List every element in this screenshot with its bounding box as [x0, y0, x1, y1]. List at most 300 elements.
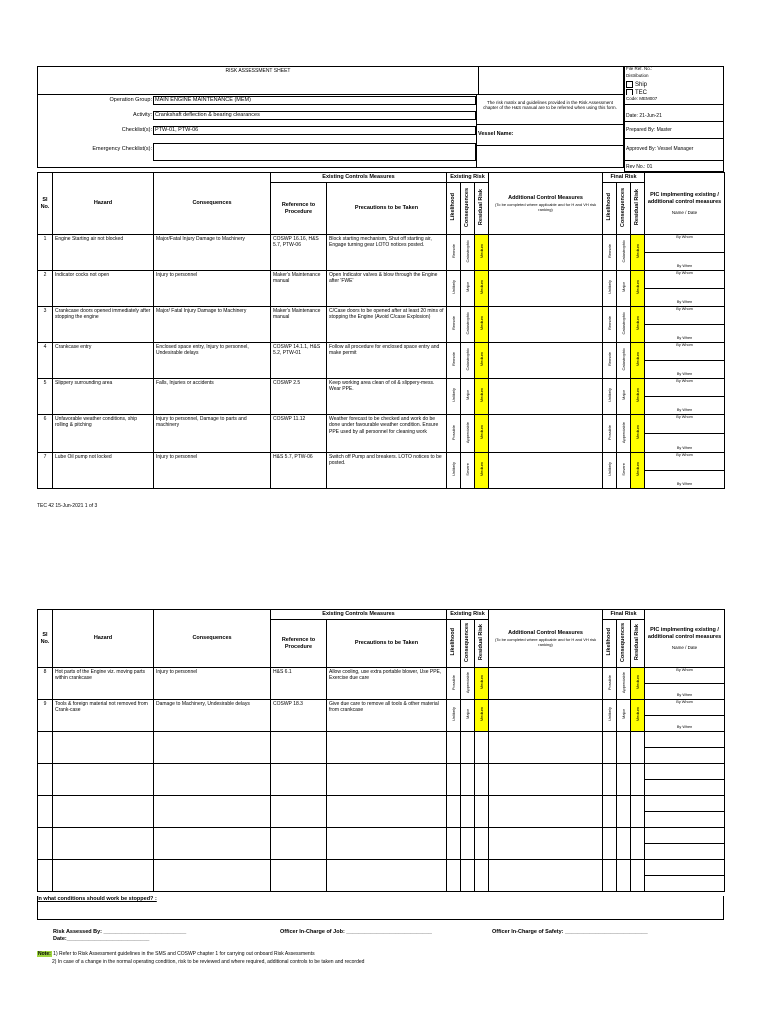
likelihood-cell[interactable]: [447, 307, 461, 343]
additional-title: Additional Control Measures: [508, 630, 583, 637]
empty-cell[interactable]: [271, 796, 327, 828]
precautions-cell[interactable]: Allow cooling, use extra portable blower, Use PPE, Exercise due care: [327, 668, 447, 700]
final-residual-cell[interactable]: [631, 415, 645, 453]
additional-controls-cell[interactable]: [489, 415, 603, 453]
final-consequence-cell[interactable]: [617, 307, 631, 343]
consequences-cell[interactable]: Injury to personnel: [154, 271, 271, 307]
final-likelihood-cell-text: Possible: [607, 674, 613, 690]
final-residual-cell-text: Medium: [635, 707, 641, 722]
vessel-divider-bottom: [476, 145, 624, 146]
precautions-cell[interactable]: Give due care to remove all tools & other material from crankcase: [327, 700, 447, 732]
final-residual-cell-text: Medium: [635, 675, 641, 690]
residual-risk-cell[interactable]: [475, 453, 489, 489]
pic-divider: [645, 433, 724, 434]
checklist-field[interactable]: PTW-01, PTW-06: [153, 126, 476, 135]
hazard-cell[interactable]: Hot parts of the Engine viz. moving parts within crankcase: [53, 668, 154, 700]
empty-cell[interactable]: [645, 796, 725, 828]
likelihood-cell-text: Remote: [451, 316, 456, 331]
final-likelihood-cell-text: Unlikely: [607, 462, 613, 477]
final-residual-cell-text: Medium: [635, 280, 641, 295]
by-when: By When: [676, 372, 693, 377]
checklist-label: Checklist(s):: [121, 127, 152, 133]
empty-cell[interactable]: [475, 796, 489, 828]
empty-cell[interactable]: [38, 732, 53, 764]
empty-cell[interactable]: [489, 828, 603, 860]
col-consequence: Consequences: [464, 187, 471, 227]
reference-cell[interactable]: COSWP 2.5: [271, 379, 327, 415]
final-residual-cell[interactable]: [631, 668, 645, 700]
precautions-cell[interactable]: C/Case doors to be opened after at least 20 mins of stopping the Engine (Avoid C/case Explosion): [327, 307, 447, 343]
emergency-checklist-field[interactable]: [153, 143, 476, 161]
empty-cell[interactable]: [461, 828, 475, 860]
final-consequence-cell-text: Appreciable: [621, 671, 627, 693]
pic-divider: [645, 715, 724, 716]
likelihood-cell[interactable]: [447, 235, 461, 271]
empty-cell[interactable]: [327, 764, 447, 796]
final-consequence-cell[interactable]: [617, 379, 631, 415]
additional-controls-cell[interactable]: [489, 668, 603, 700]
col-additional: [489, 610, 603, 668]
consequences-cell[interactable]: Injury to personnel: [154, 453, 271, 489]
ship-label: Ship: [635, 82, 648, 89]
final-residual-cell[interactable]: [631, 307, 645, 343]
empty-cell[interactable]: [447, 860, 461, 892]
empty-cell[interactable]: [154, 732, 271, 764]
likelihood-cell[interactable]: [447, 379, 461, 415]
empty-cell[interactable]: [447, 828, 461, 860]
prepared-by: Prepared By: Master: [626, 127, 672, 133]
pic-divider: [645, 811, 724, 812]
pic-wrap: [645, 764, 724, 794]
empty-cell[interactable]: [603, 860, 617, 892]
table-row: [38, 271, 725, 307]
officer-in-charge-job: Officer In-Charge of Job: ____________________________: [280, 929, 432, 935]
table-row: [38, 343, 725, 379]
final-likelihood-cell-text: Unlikely: [607, 707, 613, 722]
hazard-cell[interactable]: Tools & foreign material not removed from Crank-case: [53, 700, 154, 732]
hazard-cell[interactable]: Crankcase doors opened immediately after stopping the engine: [53, 307, 154, 343]
empty-cell[interactable]: [645, 732, 725, 764]
empty-cell[interactable]: [631, 860, 645, 892]
pic-cell[interactable]: [645, 700, 725, 732]
residual-risk-cell-text: Medium: [479, 280, 485, 295]
consequence-rating-cell[interactable]: [461, 379, 475, 415]
consequences-cell[interactable]: Enclosed space entry, Injury to personnel, Undesirable delays: [154, 343, 271, 379]
final-residual-cell[interactable]: [631, 271, 645, 307]
rows-1-body: [38, 235, 725, 489]
final-likelihood-cell[interactable]: [603, 307, 617, 343]
vessel-divider-top: [476, 124, 624, 125]
residual-risk-cell-text: Medium: [479, 388, 485, 403]
final-likelihood-cell[interactable]: [603, 343, 617, 379]
final-likelihood-cell[interactable]: [603, 379, 617, 415]
by-whom: By Whom: [676, 453, 693, 457]
hazard-cell[interactable]: Slippery surrounding area: [53, 379, 154, 415]
consequences-cell[interactable]: Major/Fatal Injury Damage to Machinery: [154, 235, 271, 271]
empty-cell[interactable]: [271, 828, 327, 860]
pic-divider: [645, 288, 724, 289]
residual-risk-cell[interactable]: [475, 668, 489, 700]
empty-cell[interactable]: [489, 732, 603, 764]
stop-conditions-field[interactable]: [37, 896, 724, 920]
likelihood-cell[interactable]: [447, 271, 461, 307]
final-residual-cell[interactable]: [631, 343, 645, 379]
empty-cell[interactable]: [475, 732, 489, 764]
pic-cell[interactable]: [645, 668, 725, 700]
consequence-rating-cell-text: Major: [465, 282, 470, 293]
sl-cell[interactable]: 1: [38, 235, 53, 271]
precautions-cell[interactable]: Keep working area clean of oil & slippery-mess. Wear PPE.: [327, 379, 447, 415]
tec-checkbox[interactable]: [626, 89, 633, 95]
consequence-rating-cell[interactable]: [461, 700, 475, 732]
final-likelihood-cell[interactable]: [603, 235, 617, 271]
empty-cell[interactable]: [475, 764, 489, 796]
by-when: By When: [676, 264, 693, 269]
pic-wrap: [645, 668, 724, 698]
empty-cell[interactable]: [617, 860, 631, 892]
by-whom: By Whom: [676, 307, 693, 311]
notes: [37, 951, 364, 966]
likelihood-cell[interactable]: [447, 343, 461, 379]
sl-cell[interactable]: 5: [38, 379, 53, 415]
empty-cell[interactable]: [53, 796, 154, 828]
final-residual-cell[interactable]: [631, 453, 645, 489]
col-consequences: Consequences: [154, 173, 271, 235]
residual-risk-cell[interactable]: [475, 379, 489, 415]
empty-cell[interactable]: [603, 796, 617, 828]
precautions-cell[interactable]: Open Indicator valves & blow through the Engine after 'FWE': [327, 271, 447, 307]
empty-cell[interactable]: [645, 860, 725, 892]
likelihood-cell-text: Unlikely: [451, 388, 456, 403]
empty-cell[interactable]: [489, 796, 603, 828]
sheet-title: RISK ASSESSMENT SHEET: [38, 67, 479, 95]
sl-cell[interactable]: 6: [38, 415, 53, 453]
final-consequence-cell-text: Major: [621, 282, 627, 293]
table-row-empty: [38, 796, 725, 828]
residual-risk-cell[interactable]: [475, 415, 489, 453]
residual-risk-cell-text: Medium: [479, 352, 485, 367]
hazard-cell[interactable]: Unfavorable weather conditions, ship rolling & pitching: [53, 415, 154, 453]
sl-cell[interactable]: 4: [38, 343, 53, 379]
empty-cell[interactable]: [38, 860, 53, 892]
final-likelihood-cell-text: Remote: [607, 244, 613, 259]
final-likelihood-cell[interactable]: [603, 453, 617, 489]
consequence-rating-cell[interactable]: [461, 271, 475, 307]
col-likelihood: Likelihood: [450, 193, 457, 221]
final-consequence-cell[interactable]: [617, 271, 631, 307]
empty-cell[interactable]: [447, 796, 461, 828]
pic-divider: [645, 747, 724, 748]
note-line-2-text: 2) In case of a change in the normal operating condition, risk to be reviewed and where required, additional controls to be taken and recorded: [52, 958, 365, 965]
empty-cell[interactable]: [154, 860, 271, 892]
empty-cell[interactable]: [461, 796, 475, 828]
hazard-cell[interactable]: Lube Oil pump not locked: [53, 453, 154, 489]
sl-cell[interactable]: 2: [38, 271, 53, 307]
by-whom: By Whom: [676, 415, 693, 419]
empty-cell[interactable]: [645, 764, 725, 796]
approved-by: Approved By: Vessel Manager: [626, 146, 694, 152]
reference-cell[interactable]: H&S 6.1: [271, 668, 327, 700]
empty-cell[interactable]: [489, 764, 603, 796]
empty-cell[interactable]: [327, 828, 447, 860]
rows-2-body: [38, 668, 725, 892]
consequences-cell[interactable]: Injury to personnel, Damage to parts and machinery: [154, 415, 271, 453]
final-consequence-cell[interactable]: [617, 415, 631, 453]
empty-cell[interactable]: [53, 732, 154, 764]
note-line-1: [37, 951, 364, 959]
consequence-rating-cell[interactable]: [461, 307, 475, 343]
col-precautions: Precautions to be Taken: [327, 183, 447, 235]
additional-controls-cell[interactable]: [489, 379, 603, 415]
empty-cell[interactable]: [271, 860, 327, 892]
ship-checkbox[interactable]: [626, 81, 633, 88]
sl-cell[interactable]: 3: [38, 307, 53, 343]
additional-title: Additional Control Measures: [508, 195, 583, 202]
empty-cell[interactable]: [489, 860, 603, 892]
residual-risk-cell[interactable]: [475, 307, 489, 343]
table-row: [38, 307, 725, 343]
date-divider: [624, 121, 724, 122]
empty-cell[interactable]: [631, 796, 645, 828]
additional-controls-cell[interactable]: [489, 271, 603, 307]
additional-controls-cell[interactable]: [489, 343, 603, 379]
approved-divider: [624, 160, 724, 161]
consequence-rating-cell[interactable]: [461, 235, 475, 271]
vessel-name-label: Vessel Name:: [478, 131, 514, 137]
empty-cell[interactable]: [38, 828, 53, 860]
precautions-cell[interactable]: Weather forecast to be checked and work do be done under favourable weather condition. Ensure PPE used by all personnel for cleaning work: [327, 415, 447, 453]
consequence-rating-cell[interactable]: [461, 453, 475, 489]
final-likelihood-cell-text: Remote: [607, 352, 613, 367]
residual-risk-cell[interactable]: [475, 271, 489, 307]
empty-cell[interactable]: [38, 796, 53, 828]
consequence-rating-cell[interactable]: [461, 415, 475, 453]
additional-controls-cell[interactable]: [489, 235, 603, 271]
consequences-cell[interactable]: Major/ Fatal Injury Damage to Machinery: [154, 307, 271, 343]
pic-divider: [645, 360, 724, 361]
empty-cell[interactable]: [53, 828, 154, 860]
empty-cell[interactable]: [461, 732, 475, 764]
col-reference: Reference to Procedure: [271, 183, 327, 235]
likelihood-cell[interactable]: [447, 453, 461, 489]
final-residual-cell[interactable]: [631, 700, 645, 732]
hazard-cell[interactable]: Crankcase entry: [53, 343, 154, 379]
residual-risk-cell[interactable]: [475, 343, 489, 379]
empty-cell[interactable]: [38, 764, 53, 796]
col-existing-controls: Existing Controls Measures: [271, 173, 447, 183]
table-row-empty: [38, 764, 725, 796]
pic-title: PIC implmenting existing / additional control measures: [647, 626, 722, 640]
final-likelihood-cell[interactable]: [603, 700, 617, 732]
table-row-empty: [38, 828, 725, 860]
consequence-rating-cell-text: Severe: [465, 463, 470, 476]
pic-cell[interactable]: [645, 415, 725, 453]
empty-cell[interactable]: [617, 828, 631, 860]
likelihood-cell-text: Unlikely: [451, 707, 456, 722]
operation-group-field[interactable]: MAIN ENGINE MAINTENANCE (MEM): [153, 96, 476, 105]
empty-cell[interactable]: [327, 796, 447, 828]
col-reference: Reference to Procedure: [271, 620, 327, 668]
precautions-cell[interactable]: Block starting mechanism, Shut off starting air, Engage turning gear LOTO notices posted.: [327, 235, 447, 271]
consequences-cell[interactable]: Falls, Injuries or accidents: [154, 379, 271, 415]
empty-cell[interactable]: [475, 860, 489, 892]
final-likelihood-cell-text: Remote: [607, 316, 613, 331]
residual-risk-cell[interactable]: [475, 700, 489, 732]
final-likelihood-cell[interactable]: [603, 668, 617, 700]
empty-cell[interactable]: [154, 796, 271, 828]
note-line-1-text: 1) Refer to Risk Assessment guidelines in the SMS and COSWP chapter 1 for carrying out onboard Risk Assessments: [53, 951, 315, 957]
by-when: By When: [676, 482, 693, 487]
final-consequence-cell-text: Catastrophic: [621, 312, 627, 335]
operation-group-label: Operation Group:: [109, 97, 152, 103]
pic-divider: [645, 396, 724, 397]
ship-checkbox-row[interactable]: [626, 81, 647, 88]
final-residual-cell-text: Medium: [635, 425, 641, 440]
final-consequence-cell[interactable]: [617, 668, 631, 700]
pic-cell[interactable]: [645, 343, 725, 379]
final-residual-cell[interactable]: [631, 235, 645, 271]
final-consequence-cell-text: Major: [621, 390, 627, 401]
final-likelihood-cell-text: Unlikely: [607, 388, 613, 403]
table-row: [38, 453, 725, 489]
likelihood-cell[interactable]: [447, 668, 461, 700]
empty-cell[interactable]: [631, 828, 645, 860]
consequence-rating-cell[interactable]: [461, 343, 475, 379]
reference-cell[interactable]: COSWP 11.12: [271, 415, 327, 453]
final-likelihood-cell[interactable]: [603, 415, 617, 453]
empty-cell[interactable]: [631, 732, 645, 764]
empty-cell[interactable]: [617, 796, 631, 828]
risk-table-1: [37, 172, 725, 489]
empty-cell[interactable]: [327, 732, 447, 764]
pic-wrap: [645, 307, 724, 341]
empty-cell[interactable]: [53, 860, 154, 892]
reference-cell[interactable]: COSWP 18.3: [271, 700, 327, 732]
consequence-rating-cell-text: Major: [465, 709, 470, 720]
final-consequence-cell-text: Catastrophic: [621, 240, 627, 263]
col-pic: [645, 610, 725, 668]
final-likelihood-cell[interactable]: [603, 271, 617, 307]
consequence-rating-cell[interactable]: [461, 668, 475, 700]
additional-controls-cell[interactable]: [489, 700, 603, 732]
empty-cell[interactable]: [617, 764, 631, 796]
empty-cell[interactable]: [327, 860, 447, 892]
sl-cell[interactable]: 7: [38, 453, 53, 489]
col-final-risk: Final Risk: [603, 173, 645, 183]
pic-wrap: [645, 828, 724, 858]
col-final-likelihood: Likelihood: [606, 193, 613, 221]
reference-cell[interactable]: H&S 5.7, PTW-06: [271, 453, 327, 489]
likelihood-cell-text: Possible: [451, 674, 456, 690]
by-when: By When: [676, 408, 693, 413]
pic-wrap: [645, 415, 724, 451]
sl-cell[interactable]: 8: [38, 668, 53, 700]
activity-field[interactable]: Crankshaft deflection & bearing clearances: [153, 111, 476, 120]
precautions-cell[interactable]: Follow all procedure for enclosed space entry and make permit: [327, 343, 447, 379]
final-consequence-cell[interactable]: [617, 700, 631, 732]
by-whom: By Whom: [676, 700, 693, 704]
reference-cell[interactable]: COSWP 16.16, H&S 5.7, PTW-06: [271, 235, 327, 271]
reference-cell[interactable]: COSWP 14.1.1, H&S 5.2, PTW-01: [271, 343, 327, 379]
pic-wrap: [645, 860, 724, 890]
empty-cell[interactable]: [461, 764, 475, 796]
likelihood-cell-text: Unlikely: [451, 280, 456, 295]
empty-cell[interactable]: [603, 764, 617, 796]
tec-checkbox-row[interactable]: [626, 89, 647, 95]
empty-cell[interactable]: [461, 860, 475, 892]
final-residual-cell-text: Medium: [635, 316, 641, 331]
additional-controls-cell[interactable]: [489, 453, 603, 489]
final-residual-cell[interactable]: [631, 379, 645, 415]
empty-cell[interactable]: [154, 764, 271, 796]
final-consequence-cell[interactable]: [617, 453, 631, 489]
additional-controls-cell[interactable]: [489, 307, 603, 343]
hazard-cell[interactable]: Indicator cocks not open: [53, 271, 154, 307]
pic-cell[interactable]: [645, 379, 725, 415]
col-hazard: Hazard: [53, 610, 154, 668]
empty-cell[interactable]: [271, 732, 327, 764]
empty-cell[interactable]: [154, 828, 271, 860]
final-consequence-cell-text: Appreciable: [621, 421, 627, 443]
table-row: [38, 700, 725, 732]
col-likelihood: Likelihood: [450, 628, 457, 656]
col-final-residual: Residual Risk: [634, 624, 641, 661]
residual-risk-cell-text: Medium: [479, 675, 485, 690]
empty-cell[interactable]: [645, 828, 725, 860]
empty-cell[interactable]: [603, 732, 617, 764]
empty-cell[interactable]: [53, 764, 154, 796]
col-final-consequence: Consequences: [620, 187, 627, 227]
col-pic: [645, 173, 725, 235]
sl-cell[interactable]: 9: [38, 700, 53, 732]
empty-cell[interactable]: [631, 764, 645, 796]
empty-cell[interactable]: [475, 828, 489, 860]
by-whom: By Whom: [676, 379, 693, 383]
empty-cell[interactable]: [447, 764, 461, 796]
final-consequence-cell[interactable]: [617, 343, 631, 379]
final-consequence-cell[interactable]: [617, 235, 631, 271]
reference-cell[interactable]: Maker's Maintenance manual: [271, 307, 327, 343]
final-likelihood-cell-text: Possible: [607, 424, 613, 440]
pic-wrap: [645, 700, 724, 730]
empty-cell[interactable]: [617, 732, 631, 764]
final-consequence-cell-text: Catastrophic: [621, 348, 627, 371]
col-consequences: Consequences: [154, 610, 271, 668]
hazard-cell[interactable]: Engine Starting air not blocked: [53, 235, 154, 271]
empty-cell[interactable]: [603, 828, 617, 860]
pic-cell[interactable]: [645, 307, 725, 343]
file-ref: File Ref. No.:: [626, 66, 653, 71]
col-final-residual: Residual Risk: [634, 189, 641, 226]
emergency-checklist-label: Emergency Checklist(s):: [92, 146, 152, 152]
pic-cell[interactable]: [645, 453, 725, 489]
precautions-cell[interactable]: Switch off Pump and breakers. LOTO notices to be posted.: [327, 453, 447, 489]
residual-risk-cell[interactable]: [475, 235, 489, 271]
consequences-cell[interactable]: Injury to personnel: [154, 668, 271, 700]
consequences-cell[interactable]: Damage to Machinery, Undesirable delays: [154, 700, 271, 732]
pic-cell[interactable]: [645, 235, 725, 271]
assessed-date: Date:___________________________: [53, 936, 150, 942]
empty-cell[interactable]: [271, 764, 327, 796]
empty-cell[interactable]: [447, 732, 461, 764]
name-date: Name / Date: [671, 644, 698, 650]
likelihood-cell[interactable]: [447, 700, 461, 732]
consequence-rating-cell-text: Appreciable: [465, 421, 470, 443]
likelihood-cell[interactable]: [447, 415, 461, 453]
reference-cell[interactable]: Maker's Maintenance manual: [271, 271, 327, 307]
rev-no: Rev No.: 01: [626, 164, 653, 170]
pic-cell[interactable]: [645, 271, 725, 307]
